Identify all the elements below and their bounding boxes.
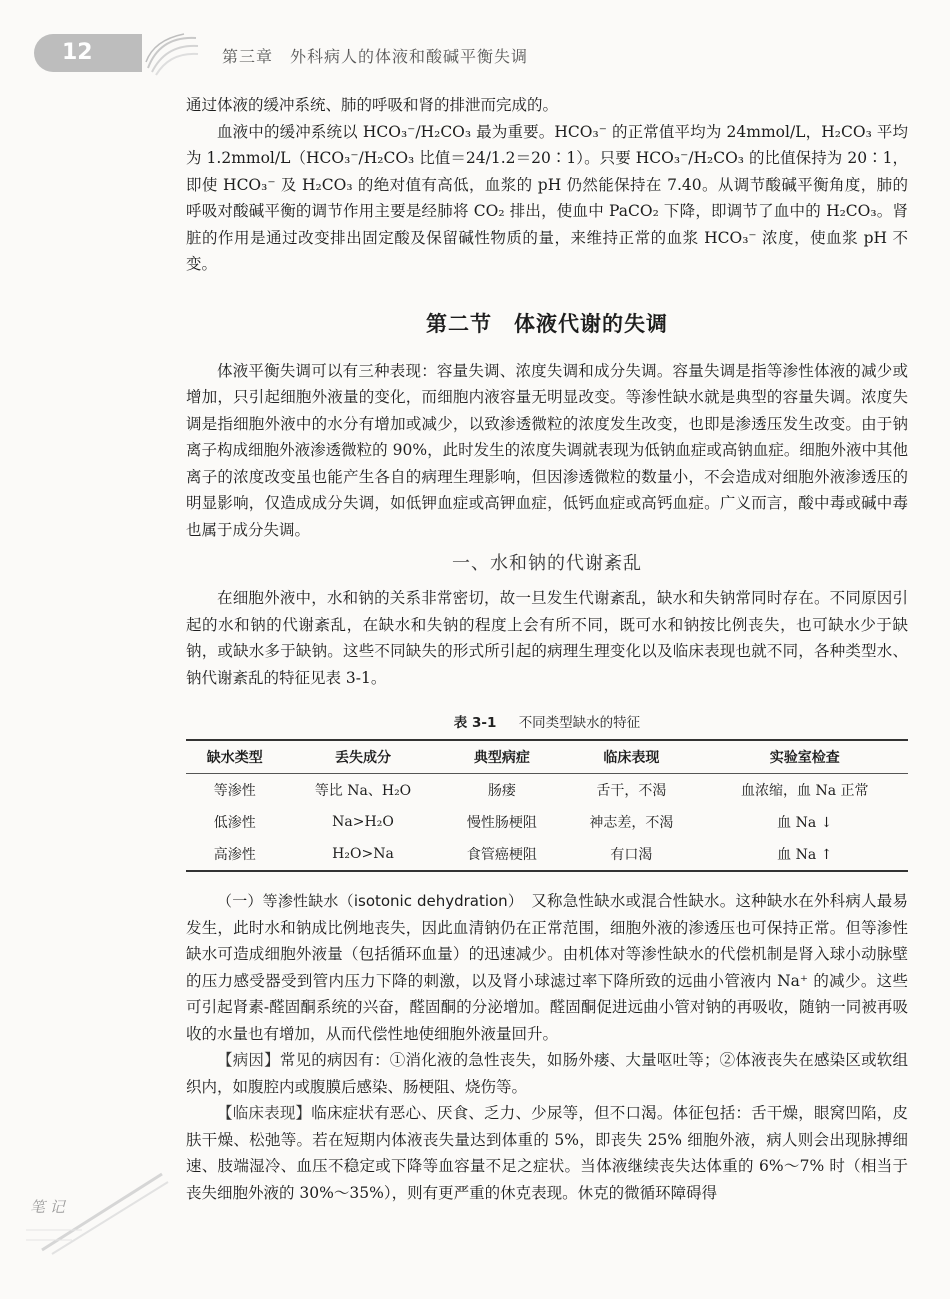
table-cell: 血 Na ↑ [777, 847, 833, 863]
page-content [186, 92, 908, 1206]
cause-text: 常见的病因有：①消化液的急性丧失，如肠外瘘、大量呕吐等；②体液丧失在感染区或软组织内，如腹腔内或腹膜后感染、肠梗阻、烧伤等。 [186, 1051, 908, 1096]
page-number: 12 [62, 40, 93, 65]
isotonic-heading: （一）等渗性缺水（isotonic dehydration） [217, 892, 516, 910]
table-caption [186, 711, 908, 731]
clinical-text: 临床症状有恶心、厌食、乏力、少尿等，但不口渴。体征包括：舌干燥，眼窝凹陷，皮肤干燥、松弛等。若在短期内体液丧失量达到体重的 5%，即丧失 25% 细胞外液，病人则会出现脉搏细速、肢端湿冷、血压不稳定或下降等血容量不足之症状。当体液继续丧失达体重的 6%～7% 时（相当于丧失细胞外液的 30%～35%），则有更严重的休克表现。休克的微循环障碍得 [186, 1104, 908, 1202]
table-cell: 高渗性 [213, 847, 256, 863]
section-title: 第二节 体液代谢的失调 [426, 311, 668, 336]
paragraph-1: 通过体液的缓冲系统、肺的呼吸和肾的排泄而完成的。 [186, 96, 559, 114]
table-cell: 等渗性 [213, 783, 256, 799]
table-row [186, 774, 908, 807]
running-head: 第三章 外科病人的体液和酸碱平衡失调 [222, 47, 529, 66]
table-header-cell: 实验室检查 [702, 740, 908, 774]
cause-heading: 【病因】 [217, 1051, 280, 1069]
table-header-cell: 典型病症 [443, 740, 562, 774]
paragraph-cause [186, 1047, 908, 1100]
paragraph-3: 体液平衡失调可以有三种表现：容量失调、浓度失调和成分失调。容量失调是指等渗性体液的减少或增加，只引起细胞外液量的变化，而细胞内液容量无明显改变。等渗性缺水就是典型的容量失调。浓度失调是指细胞外液中的水分有增加或减少，以致渗透微粒的浓度发生改变，也即是渗透压发生改变。由于钠离子构成细胞外液渗透微粒的 90%，此时发生的浓度失调就表现为低钠血症或高钠血症。细胞外液中其他离子的浓度改变虽也能产生各自的病理生理影响，但因渗透微粒的数量小，不会造成对细胞外液渗透压的明显影响，仅造成成分失调，如低钾血症或高钾血症，低钙血症或高钙血症。广义而言，酸中毒或碱中毒也属于成分失调。 [186, 361, 908, 539]
table-cell: H₂O>Na [332, 846, 394, 862]
page-number-tab [34, 34, 142, 72]
table-cell: 神志差，不渴 [589, 815, 674, 831]
table-cell: Na>H₂O [332, 814, 394, 830]
subsection-title: 一、水和钠的代谢紊乱 [452, 553, 642, 574]
paragraph-isotonic [186, 888, 908, 1047]
table-caption-title: 不同类型缺水的特征 [518, 715, 641, 731]
dehydration-table [186, 739, 908, 872]
table-cell: 低渗性 [213, 815, 256, 831]
table-header-cell: 丢失成分 [284, 740, 443, 774]
swirl-logo-icon [140, 28, 202, 80]
table-row [186, 838, 908, 871]
table-cell: 舌干，不渴 [596, 783, 667, 799]
table-header-cell: 临床表现 [561, 740, 701, 774]
table-cell: 血浓缩，血 Na 正常 [741, 783, 869, 799]
table-cell: 慢性肠梗阻 [466, 815, 537, 831]
table-cell: 食管癌梗阻 [466, 847, 537, 863]
isotonic-text: 又称急性缺水或混合性缺水。这种缺水在外科病人最易发生，此时水和钠成比例地丧失，因此血清钠仍在正常范围，细胞外液的渗透压也可保持正常。但等渗性缺水可造成细胞外液量（包括循环血量）的迅速减少。由机体对等渗性缺水的代偿机制是肾入球小动脉壁的压力感受器受到管内压力下降的刺激，以及肾小球滤过率下降所致的远曲小管液内 Na⁺ 的减少。这些可引起肾素-醛固酮系统的兴奋，醛固酮的分泌增加。醛固酮促进远曲小管对钠的再吸收，随钠一同被再吸收的水量也有增加，从而代偿性地使细胞外液量回升。 [186, 892, 908, 1043]
table-cell: 肠瘘 [487, 783, 516, 799]
notes-label: 笔 记 [30, 1198, 65, 1216]
table-header-row [186, 740, 908, 774]
table-cell: 血 Na ↓ [777, 815, 833, 831]
table-header-cell: 缺水类型 [186, 740, 284, 774]
paragraph-2: 血液中的缓冲系统以 HCO₃⁻/H₂CO₃ 最为重要。HCO₃⁻ 的正常值平均为 24mmol/L，H₂CO₃ 平均为 1.2mmol/L（HCO₃⁻/H₂CO₃ 比值＝24/1.2＝20∶1）。只要 HCO₃⁻/H₂CO₃ 的比值保持为 20∶1，即使 HCO₃⁻ 及 H₂CO₃ 的绝对值有高低，血浆的 pH 仍然能保持在 7.40。从调节酸碱平衡角度，肺的呼吸对酸碱平衡的调节作用主要是经肺将 CO₂ 排出，使血中 PaCO₂ 下降，即调节了血中的 H₂CO₃。肾脏的作用是通过改变排出固定酸及保留碱性物质的量，来维持正常的血浆 HCO₃⁻ 浓度，使血浆 pH 不变。 [186, 122, 908, 273]
table-caption-number: 表 3-1 [453, 715, 497, 731]
table-cell: 等比 Na、H₂O [314, 783, 412, 799]
clinical-heading: 【临床表现】 [217, 1104, 312, 1122]
paragraph-clinical [186, 1100, 908, 1206]
paragraph-4: 在细胞外液中，水和钠的关系非常密切，故一旦发生代谢紊乱，缺水和失钠常同时存在。不同原因引起的水和钠的代谢紊乱，在缺水和失钠的程度上会有所不同，既可水和钠按比例丧失，也可缺水少于缺钠，或缺水多于缺钠。这些不同缺失的形式所引起的病理生理变化以及临床表现也就不同，各种类型水、钠代谢紊乱的特征见表 3-1。 [186, 589, 908, 687]
table-cell: 有口渴 [610, 847, 653, 863]
table-row [186, 806, 908, 838]
